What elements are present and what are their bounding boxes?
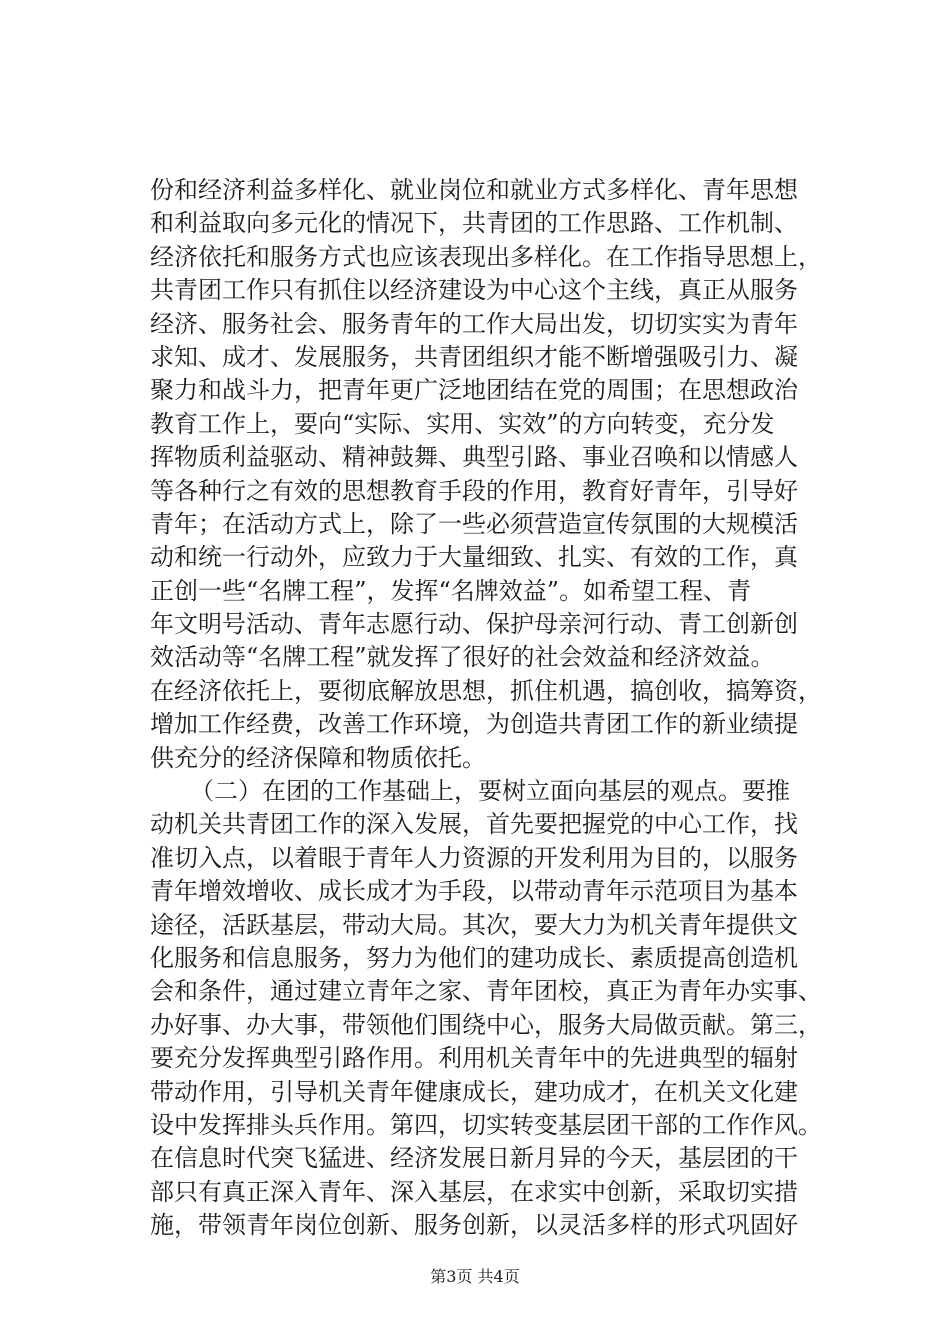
text-line: 在经济依托上，要彻底解放思想，抓住机遇，搞创收，搞筹资， [150, 676, 822, 705]
text-line: 青年增效增收、成长成才为手段，以带动青年示范项目为基本 [150, 877, 798, 906]
text-line: 份和经济利益多样化、就业岗位和就业方式多样化、青年思想 [150, 176, 798, 204]
text-line: 教育工作上，要向“实际、实用、实效”的方向转变，充分发 [150, 409, 775, 438]
text-line: 带动作用，引导机关青年健康成长，建功成才，在机关文化建 [150, 1077, 798, 1106]
text-line: 施，带领青年岗位创新、服务创新，以灵活多样的形式巩固好 [150, 1211, 798, 1240]
text-line: 设中发挥排头兵作用。第四，切实转变基层团干部的工作作风。 [150, 1110, 822, 1139]
text-line: 正创一些“名牌工程”，发挥“名牌效益”。如希望工程、青 [150, 576, 752, 605]
paragraph-start-line: （二）在团的工作基础上，要树立面向基层的观点。要推 [190, 777, 790, 806]
text-line: 途径，活跃基层，带动大局。其次，要大力为机关青年提供文 [150, 910, 798, 939]
text-line: 效活动等“名牌工程”就发挥了很好的社会效益和经济效益。 [150, 643, 775, 672]
text-line: 办好事、办大事，带领他们围绕中心，服务大局做贡献。第三， [150, 1010, 822, 1039]
text-line: 准切入点，以着眼于青年人力资源的开发利用为目的，以服务 [150, 843, 798, 872]
page-number-footer: 第3页 共4页 [430, 1267, 520, 1286]
text-line: 化服务和信息服务，努力为他们的建功成长、素质提高创造机 [150, 943, 798, 972]
text-line: 动和统一行动外，应致力于大量细致、扎实、有效的工作，真 [150, 543, 798, 572]
text-line: 增加工作经费，改善工作环境，为创造共青团工作的新业绩提 [150, 710, 798, 739]
text-line: 部只有真正深入青年、深入基层，在求实中创新，采取切实措 [150, 1177, 798, 1206]
text-line: 在信息时代突飞猛进、经济发展日新月异的今天，基层团的干 [150, 1144, 798, 1173]
text-line: 要充分发挥典型引路作用。利用机关青年中的先进典型的辐射 [150, 1044, 798, 1073]
text-line: 求知、成才、发展服务，共青团组织才能不断增强吸引力、凝 [150, 342, 798, 371]
text-line: 聚力和战斗力，把青年更广泛地团结在党的周围；在思想政治 [150, 376, 798, 405]
text-line: 挥物质利益驱动、精神鼓舞、典型引路、事业召唤和以情感人 [150, 443, 798, 472]
text-line: 等各种行之有效的思想教育手段的作用，教育好青年，引导好 [150, 476, 798, 505]
text-line: 会和条件，通过建立青年之家、青年团校，真正为青年办实事、 [150, 977, 822, 1006]
body-text [150, 174, 860, 1243]
text-line: 共青团工作只有抓住以经济建设为中心这个主线，真正从服务 [150, 276, 798, 305]
text-line: 和利益取向多元化的情况下，共青团的工作思路、工作机制、 [150, 209, 798, 238]
text-line: 经济、服务社会、服务青年的工作大局出发，切切实实为青年 [150, 309, 798, 338]
text-line: 动机关共青团工作的深入发展，首先要把握党的中心工作，找 [150, 810, 798, 839]
text-line: 经济依托和服务方式也应该表现出多样化。在工作指导思想上， [150, 242, 822, 271]
text-line: 供充分的经济保障和物质依托。 [150, 743, 486, 772]
text-line: 年文明号活动、青年志愿行动、保护母亲河行动、青工创新创 [150, 610, 798, 639]
text-line: 青年；在活动方式上，除了一些必须营造宣传氛围的大规模活 [150, 509, 798, 538]
